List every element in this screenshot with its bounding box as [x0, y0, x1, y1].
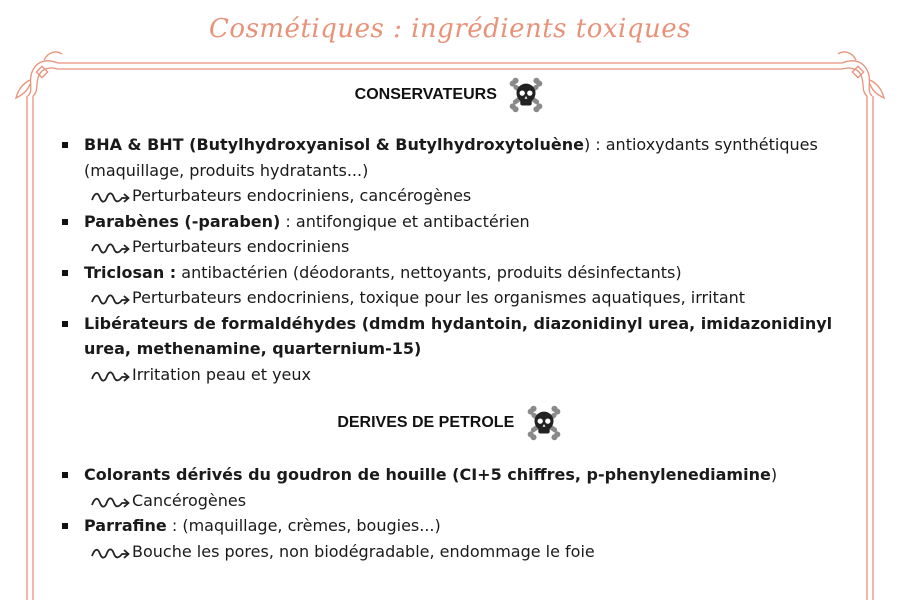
- list-item: [60, 132, 860, 183]
- effect-line: [60, 234, 860, 260]
- ingredient-desc: : antioxydants synthétiques (maquillage, produits hydratants...): [84, 135, 818, 180]
- squiggle-arrow-icon: [90, 545, 130, 561]
- skull-crossbones-icon: [525, 404, 563, 442]
- ingredient-name: Parabènes (-paraben): [84, 211, 281, 231]
- squiggle-arrow-icon: [90, 240, 130, 256]
- ingredient-desc: antibactérien (déodorants, nettoyants, produits désinfectants): [176, 262, 682, 282]
- list-conservateurs: [60, 132, 860, 387]
- section-heading-derives-de-petrole: [0, 404, 900, 442]
- squiggle-arrow-icon: [90, 189, 130, 205]
- page-title: Cosmétiques : ingrédients toxiques: [209, 14, 691, 44]
- squiggle-arrow-icon: [90, 368, 130, 384]
- squiggle-arrow-icon: [90, 291, 130, 307]
- effect-text: Irritation peau et yeux: [132, 364, 312, 384]
- section-heading-conservateurs: [0, 76, 900, 114]
- ingredient-desc: : antifongique et antibactérien: [280, 211, 530, 231]
- list-item: [60, 513, 860, 539]
- bullet-icon: [62, 270, 68, 276]
- effect-text: Cancérogènes: [132, 490, 247, 510]
- bullet-icon: [62, 142, 68, 148]
- ingredient-name: Parrafine: [84, 516, 167, 535]
- effect-line: [60, 183, 860, 209]
- skull-crossbones-icon: [507, 76, 545, 114]
- ingredient-desc: : (maquillage, crèmes, bougies...): [166, 516, 441, 535]
- ingredient-desc: ): [770, 465, 778, 484]
- effect-text: Perturbateurs endocriniens, cancérogènes: [132, 186, 472, 205]
- bullet-icon: [62, 219, 68, 225]
- list-item: [60, 311, 860, 362]
- effect-text: Perturbateurs endocriniens: [132, 237, 350, 256]
- list-derives-de-petrole: [60, 462, 860, 564]
- ingredient-name: Libérateurs de formaldéhydes (dmdm hydantoin, diazonidinyl urea, imidazonidinyl urea, methenamine, quarternium-15): [84, 313, 833, 358]
- list-item: [60, 209, 860, 235]
- bullet-icon: [62, 523, 68, 529]
- list-item: [60, 462, 860, 488]
- section-heading-label: CONSERVATEURS: [354, 86, 497, 104]
- effect-line: [60, 285, 860, 311]
- effect-line: [60, 488, 860, 514]
- list-item: [60, 260, 860, 286]
- bullet-icon: [62, 321, 68, 327]
- effect-line: [60, 362, 860, 388]
- squiggle-arrow-icon: [90, 494, 130, 510]
- effect-line: [60, 539, 860, 565]
- bullet-icon: [62, 472, 68, 478]
- ingredient-name: Colorants dérivés du goudron de houille (CI+5 chiffres, p-phenylenediamine: [84, 465, 771, 484]
- ingredient-name: Triclosan :: [84, 262, 177, 282]
- ingredient-name: BHA & BHT (: [84, 135, 197, 154]
- section-heading-label: DERIVES DE PETROLE: [337, 414, 515, 432]
- effect-text: Bouche les pores, non biodégradable, endommage le foie: [132, 541, 595, 561]
- ingredient-name-close: ): [583, 135, 591, 154]
- effect-text: Perturbateurs endocriniens, toxique pour les organismes aquatiques, irritant: [132, 288, 746, 307]
- ingredient-name-detail: Butylhydroxyanisol & Butylhydroxytoluène: [196, 135, 584, 154]
